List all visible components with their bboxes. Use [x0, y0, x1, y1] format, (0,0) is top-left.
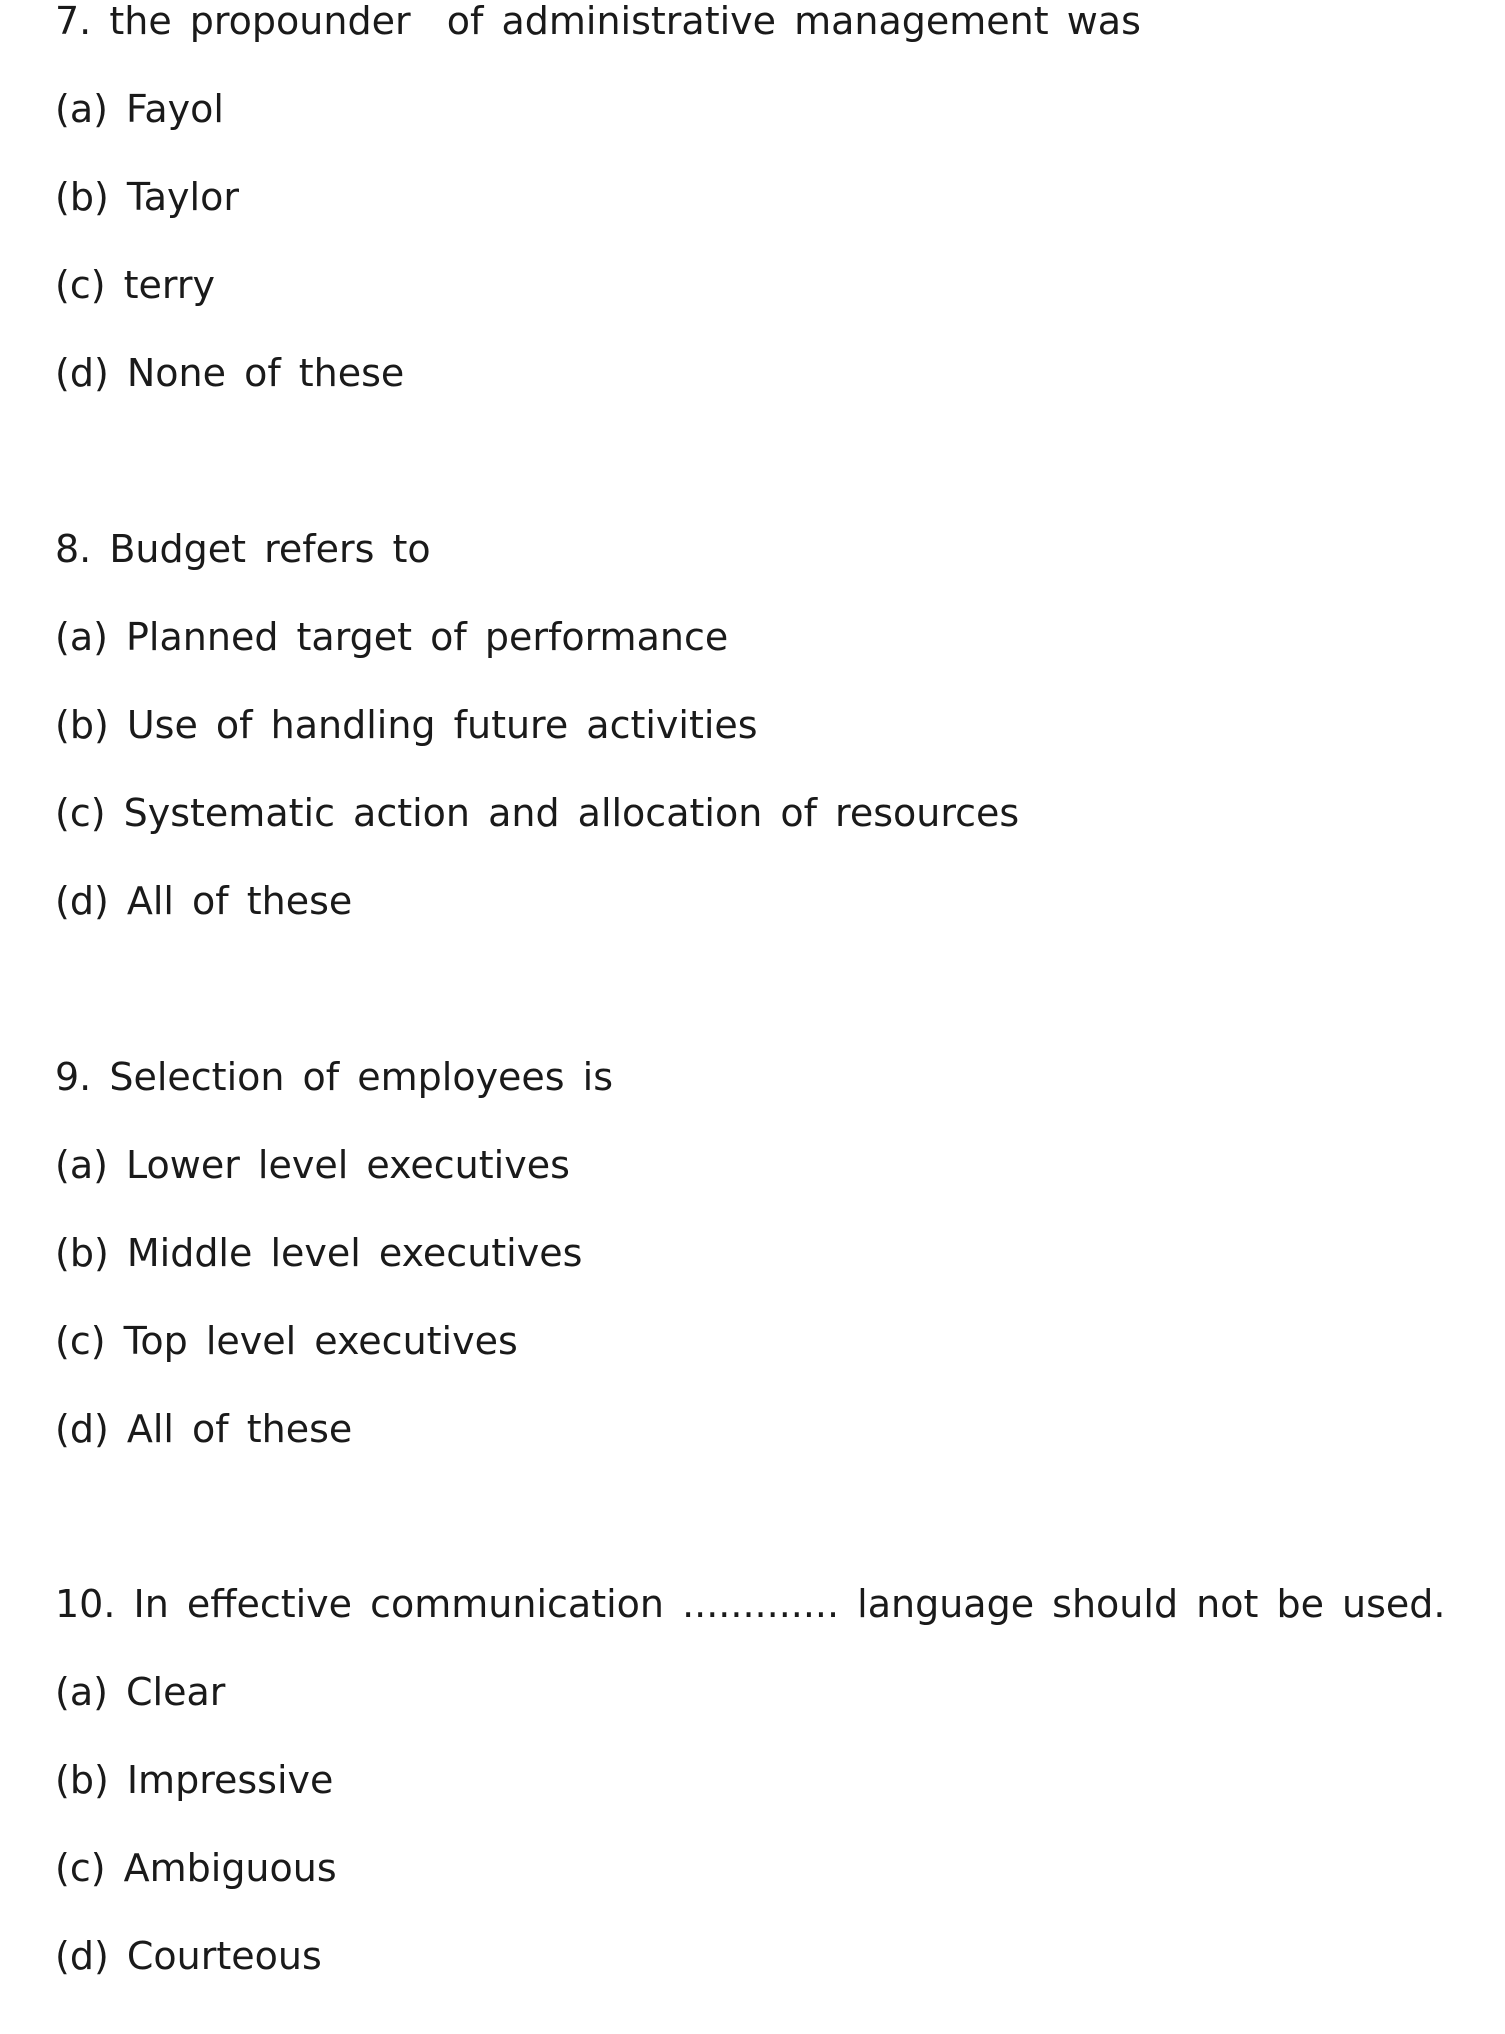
- option-b: (b) Use of handling future activities: [55, 703, 758, 747]
- option-c: (c) Ambiguous: [55, 1846, 337, 1890]
- question-stem: 10. In effective communication ............. language should not be used.: [55, 1582, 1446, 1626]
- option-d: (d) None of these: [55, 351, 405, 395]
- option-a: (a) Fayol: [55, 87, 224, 131]
- question-8: [55, 526, 1475, 924]
- question-7: [55, 0, 1475, 396]
- option-d: (d) Courteous: [55, 1934, 322, 1978]
- option-d: (d) All of these: [55, 879, 353, 923]
- option-d: (d) All of these: [55, 1407, 353, 1451]
- option-a: (a) Planned target of performance: [55, 615, 729, 659]
- option-a: (a) Clear: [55, 1670, 226, 1714]
- option-a: (a) Lower level executives: [55, 1143, 570, 1187]
- option-c: (c) Systematic action and allocation of resources: [55, 791, 1020, 835]
- question-10: [55, 1581, 1475, 1979]
- question-stem: 8. Budget refers to: [55, 527, 431, 571]
- option-c: (c) terry: [55, 263, 215, 307]
- question-stem: 7. the propounder of administrative management was: [55, 0, 1141, 43]
- option-b: (b) Taylor: [55, 175, 239, 219]
- option-b: (b) Impressive: [55, 1758, 334, 1802]
- question-9: [55, 1054, 1475, 1452]
- option-c: (c) Top level executives: [55, 1319, 518, 1363]
- option-b: (b) Middle level executives: [55, 1231, 583, 1275]
- question-stem: 9. Selection of employees is: [55, 1055, 614, 1099]
